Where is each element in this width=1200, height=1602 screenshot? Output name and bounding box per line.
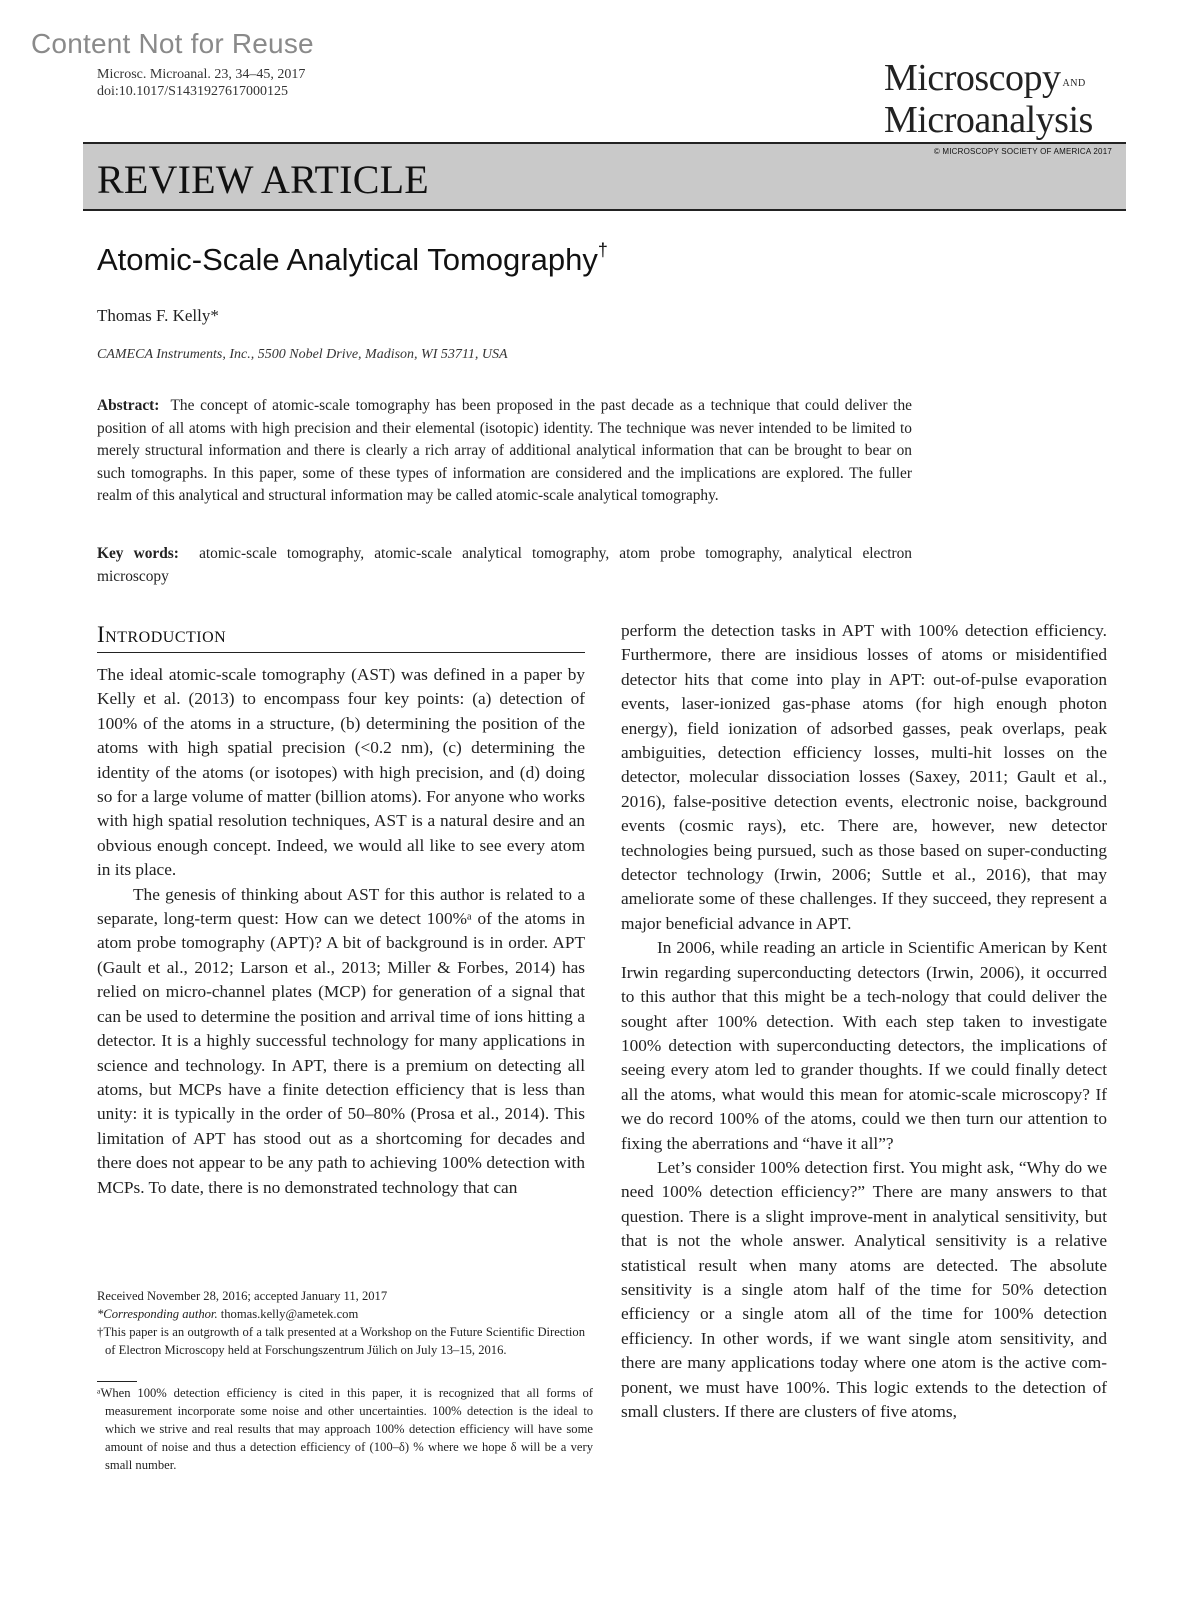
left-column-body	[97, 663, 585, 1200]
abstract-text: The concept of atomic-scale tomography has been proposed in the past decade as a technique that could deliver the position of all atoms with high precision and their elemental (isotopic) identity. The technique was never intended to be limited to merely structural information and there is clearly a rich array of additional analytical information that can be brought to bear on such tomographs. In this paper, some of these types of information are considered and the implications are explored. The fuller realm of this analytical and structural information may be called atomic-scale analytical tomography.	[97, 397, 912, 504]
footnote-rule	[97, 1381, 137, 1382]
article-type: REVIEW ARTICLE	[97, 157, 429, 202]
paragraph: Let’s consider 100% detection first. You might ask, “Why do we need 100% detection efficiency?” There are many answers to that question. There is a slight improve-ment in analytical sensitivity, but that is not the whole answer. Analytical sensitivity is a relative statistical result when many atoms are detected. The absolute sensitivity is a single atom half of the time for 50% detection efficiency or a single atom all of the time for 100% detection efficiency. In other words, if we want single atom sensitivity, and there are many applications today where one atom is the active com-ponent, we must have 100%. This logic extends to the detection of small clusters. If there are clusters of five atoms,	[621, 1157, 1107, 1421]
article-type-band	[83, 142, 1126, 211]
journal-logo-line1: Microscopy	[884, 57, 1061, 99]
journal-citation-line: Microsc. Microanal. 23, 34–45, 2017	[97, 67, 306, 82]
keywords-label: Key words:	[97, 545, 179, 562]
paragraph: In 2006, while reading an article in Scientific American by Kent Irwin regarding superconducting detectors (Irwin, 2006), it occurred to this author that this might be a tech-nology that could deliver the sought after 100% detection. With each step taken to investigate 100% detection with superconducting detectors, the implications of seeing every atom led to grander thoughts. If we could finally detect all the atoms, what would this mean for atomic-scale microscopy? If we do record 100% of the atoms, could we then turn our attention to fixing the aberrations and “have it all”?	[621, 938, 1107, 1153]
title-dagger-mark: †	[597, 240, 608, 260]
article-title-text: Atomic-Scale Analytical Tomography	[97, 242, 598, 277]
watermark: Content Not for Reuse	[31, 28, 314, 59]
citation	[97, 66, 305, 100]
paragraph: The ideal atomic-scale tomography (AST) was defined in a paper by Kelly et al. (2013) to encompass four key points: (a) detection of 100% of the atoms in a structure, (b) determining the position of the atoms with high spatial precision (<0.2 nm), (c) determining the identity of the atoms (or isotopes) with high precision, and (d) doing so for a large volume of matter (billion atoms). For anyone who works with high spatial resolution techniques, AST is a natural desire and an obvious enough concept. Indeed, we would all like to see every atom in its place.	[97, 665, 585, 880]
abstract	[97, 395, 912, 508]
corresponding-label: *Corresponding author.	[97, 1307, 218, 1321]
paragraph: The genesis of thinking about AST for this author is related to a separate, long-term quest: How can we detect 100%ᵃ of the atoms in atom probe tomography (APT)? A bit of background is in order. APT (Gault et al., 2012; Larson et al., 2013; Miller & Forbes, 2014) has relied on micro-channel plates (MCP) for generation of a signal that can be used to determine the position and arrival time of ions hitting a detector. It is a highly successful technology for many applications in science and technology. In APT, there is a premium on detecting all atoms, but MCPs have a finite detection efficiency that is less than unity: it is typically in the order of 50–80% (Prosa et al., 2014). This limitation of APT has stood out as a shortcoming for decades and there does not appear to be any path to achieving 100% detection with MCPs. To date, there is no demonstrated technology that can	[97, 884, 585, 1197]
doi-line: doi:10.1017/S1431927617000125	[97, 84, 288, 99]
journal-logo-line2: Microanalysis	[884, 99, 1093, 141]
article-title	[97, 240, 608, 278]
left-column	[97, 622, 585, 1200]
footnote-a: ᵃWhen 100% detection efficiency is cited in this paper, it is recognized that all forms of measurement incorporate some noise and other uncertainties. 100% detection is the ideal to which we strive and real results that may approach 100% detection efficiency will have some amount of noise and thus a detection efficiency of (100–δ) % where we hope δ will be a very small number.	[97, 1386, 593, 1472]
corresponding-author	[97, 1305, 585, 1323]
abstract-label: Abstract:	[97, 397, 160, 414]
author-affiliation: CAMECA Instruments, Inc., 5500 Nobel Drive, Madison, WI 53711, USA	[97, 347, 508, 362]
journal-logo-and: AND	[1062, 78, 1086, 89]
received-dates: Received November 28, 2016; accepted January 11, 2017	[97, 1289, 388, 1303]
right-column	[621, 622, 1107, 1424]
dagger-note: †This paper is an outgrowth of a talk presented at a Workshop on the Future Scientific Direction of Electron Microscopy held at Forschungszentrum Jülich on July 13–15, 2016.	[97, 1325, 585, 1357]
copyright-notice: © MICROSCOPY SOCIETY OF AMERICA 2017	[933, 147, 1112, 156]
corresponding-email: thomas.kelly@ametek.com	[220, 1307, 359, 1321]
author-name: Thomas F. Kelly*	[97, 306, 219, 325]
article-notes	[97, 1287, 585, 1385]
journal-logo	[884, 57, 1114, 141]
keywords-text: atomic-scale tomography, atomic-scale analytical tomography, atom probe tomography, analytical electron microscopy	[97, 545, 913, 585]
paragraph: perform the detection tasks in APT with 100% detection efficiency. Furthermore, there are insidious losses of atoms or misidentified detector hits that come into play in APT: out-of-pulse evaporation events, laser-ionized gas-phase atoms (for high enough photon energy), field ionization of adsorbed gasses, peak overlaps, peak ambiguities, detection efficiency losses, multi-hit losses on the detector, molecular dissociation losses (Saxey, 2011; Gault et al., 2016), false-positive detection events, electronic noise, background events (cosmic rays), etc. There are, however, new detector technologies being pursued, such as those based on super-conducting detector technology (Irwin, 2006; Suttle et al., 2016), that may ameliorate some of these challenges. If they succeed, they represent a major beneficial advance in APT.	[621, 621, 1107, 933]
section-heading-introduction: Introduction	[97, 622, 585, 653]
keywords	[97, 543, 912, 588]
right-column-body	[621, 619, 1107, 1424]
